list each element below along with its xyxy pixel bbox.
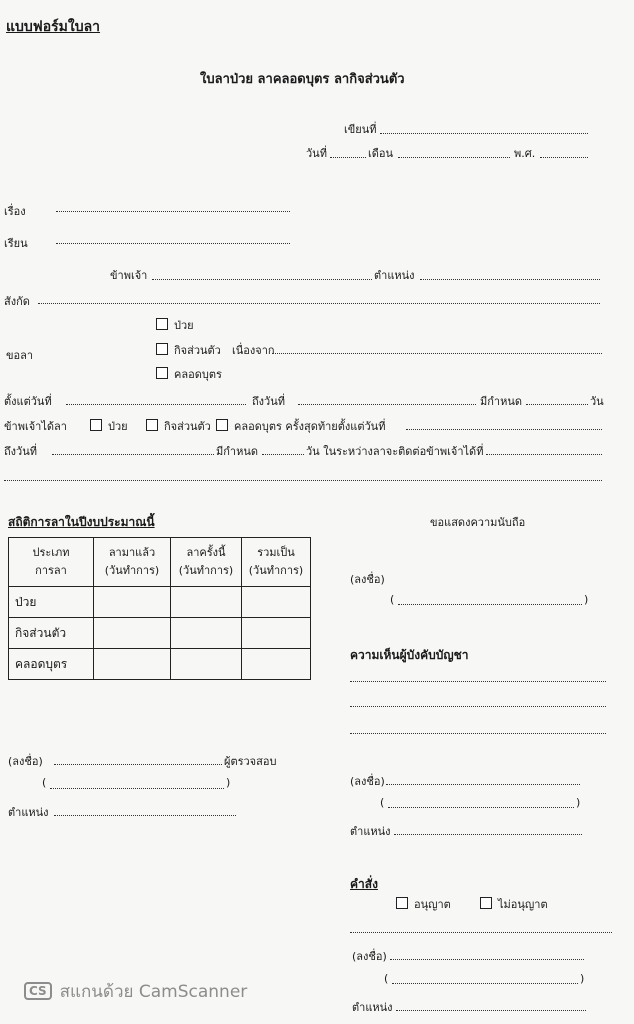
last-from-field[interactable] — [406, 429, 602, 430]
stats-title: สถิติการลาในปีงบประมาณนี้ — [8, 515, 155, 529]
from-date-field[interactable] — [66, 404, 246, 405]
checkbox-icon[interactable] — [146, 419, 158, 431]
table-cell[interactable] — [94, 618, 171, 649]
to-label: เรียน — [4, 237, 28, 250]
date-month-field[interactable] — [398, 157, 510, 158]
position-label-3: ตำแหน่ง — [8, 806, 49, 819]
option-maternity[interactable]: คลอดบุตร — [156, 365, 222, 383]
table-cell[interactable] — [171, 587, 242, 618]
date-month-label: เดือน — [368, 147, 394, 160]
date-year-label: พ.ศ. — [514, 147, 536, 160]
sign-label-2: (ลงชื่อ) — [350, 775, 385, 788]
camscanner-watermark: CS สแกนด้วย CamScanner — [24, 978, 247, 1005]
header-this-time: ลาครั้งนี้ (วันทำการ) — [171, 538, 242, 587]
total2-label: มีกำหนด — [216, 445, 259, 458]
camscanner-logo-icon: CS — [24, 982, 52, 1000]
supervisor-name-field[interactable] — [388, 807, 574, 808]
prev-option-maternity[interactable]: คลอดบุตร ครั้งสุดท้ายตั้งแต่วันที่ — [216, 417, 385, 435]
table-cell[interactable] — [171, 649, 242, 680]
subject-field[interactable] — [56, 211, 290, 212]
form-title: แบบฟอร์มใบลา — [6, 19, 101, 35]
written-at-field[interactable] — [380, 133, 588, 134]
opinion-line-1[interactable] — [350, 681, 606, 682]
affiliation-label: สังกัด — [4, 295, 30, 308]
days-label: วัน — [590, 395, 604, 408]
inspector-position-field[interactable] — [54, 815, 236, 816]
to-date2-field[interactable] — [52, 454, 214, 455]
sign-label-3: (ลงชื่อ) — [8, 755, 43, 768]
sign-label-1: (ลงชื่อ) — [350, 573, 385, 586]
option-approve[interactable]: อนุญาต — [396, 895, 451, 913]
sign-label-4: (ลงชื่อ) — [352, 950, 387, 963]
opinion-line-2[interactable] — [350, 706, 606, 707]
position-label: ตำแหน่ง — [374, 269, 415, 282]
table-cell[interactable] — [242, 649, 311, 680]
row-label: กิจส่วนตัว — [9, 618, 94, 649]
supervisor-sign-field[interactable] — [386, 784, 580, 785]
checkbox-icon[interactable] — [480, 897, 492, 909]
option-sick[interactable]: ป่วย — [156, 316, 194, 334]
have-taken-label: ข้าพเจ้าได้ลา — [4, 420, 67, 433]
to-date-field[interactable] — [298, 404, 476, 405]
checkbox-icon[interactable] — [216, 419, 228, 431]
contact-field[interactable] — [486, 454, 602, 455]
date-year-field[interactable] — [540, 157, 588, 158]
prev-option-personal[interactable]: กิจส่วนตัว — [146, 417, 211, 435]
checkbox-icon[interactable] — [156, 318, 168, 330]
written-at-label: เขียนที่ — [344, 123, 377, 136]
checkbox-icon[interactable] — [90, 419, 102, 431]
table-cell[interactable] — [171, 618, 242, 649]
opinion-line-3[interactable] — [350, 733, 606, 734]
i-am-label: ข้าพเจ้า — [110, 269, 148, 282]
header-taken: ลามาแล้ว (วันทำการ) — [94, 538, 171, 587]
total-label: มีกำหนด — [480, 395, 523, 408]
to-date2-label: ถึงวันที่ — [4, 445, 37, 458]
contact-field-line2[interactable] — [4, 480, 602, 481]
table-cell[interactable] — [242, 587, 311, 618]
open-paren: ( — [384, 972, 389, 985]
supervisor-opinion-label: ความเห็นผู้บังคับบัญชา — [350, 648, 469, 662]
subject-label: เรื่อง — [4, 205, 26, 218]
order-name-field[interactable] — [392, 983, 578, 984]
signer-name-field[interactable] — [398, 604, 582, 605]
position-label-4: ตำแหน่ง — [352, 1001, 393, 1014]
open-paren: ( — [380, 796, 385, 809]
affiliation-field[interactable] — [38, 303, 600, 304]
table-row — [9, 649, 311, 680]
open-paren: ( — [390, 593, 395, 606]
table-cell[interactable] — [94, 649, 171, 680]
position-field[interactable] — [420, 279, 600, 280]
header-type: ประเภท การลา — [9, 538, 94, 587]
close-paren: ) — [226, 776, 231, 789]
open-paren: ( — [42, 776, 47, 789]
date-day-label: วันที่ — [306, 147, 327, 160]
to-date-label: ถึงวันที่ — [252, 395, 285, 408]
order-sign-field[interactable] — [390, 959, 584, 960]
inspector-name-field[interactable] — [50, 788, 224, 789]
inspector-sign-field[interactable] — [54, 764, 222, 765]
table-cell[interactable] — [94, 587, 171, 618]
prev-option-sick[interactable]: ป่วย — [90, 417, 128, 435]
name-field[interactable] — [152, 279, 372, 280]
supervisor-position-field[interactable] — [394, 834, 582, 835]
total-field[interactable] — [526, 404, 588, 405]
stats-table — [8, 537, 311, 680]
close-paren: ) — [584, 593, 589, 606]
checkbox-icon[interactable] — [156, 367, 168, 379]
inspector-label: ผู้ตรวจสอบ — [224, 755, 277, 768]
close-paren: ) — [576, 796, 581, 809]
request-label: ขอลา — [6, 349, 34, 362]
order-position-field[interactable] — [396, 1010, 586, 1011]
date-day-field[interactable] — [330, 157, 366, 158]
table-cell[interactable] — [242, 618, 311, 649]
table-row — [9, 618, 311, 649]
option-not-approve[interactable]: ไม่อนุญาต — [480, 895, 548, 913]
option-personal[interactable]: กิจส่วนตัว — [156, 341, 221, 359]
reason-field[interactable] — [272, 353, 602, 354]
header-total: รวมเป็น (วันทำการ) — [242, 538, 311, 587]
because-label: เนื่องจาก — [232, 344, 275, 357]
from-date-label: ตั้งแต่วันที่ — [4, 395, 52, 408]
checkbox-icon[interactable] — [156, 343, 168, 355]
total2-field[interactable] — [262, 454, 304, 455]
position-label-2: ตำแหน่ง — [350, 825, 391, 838]
close-paren: ) — [580, 972, 585, 985]
order-note-field[interactable] — [350, 932, 612, 933]
row-label: คลอดบุตร — [9, 649, 94, 680]
contact-label: วัน ในระหว่างลาจะติดต่อข้าพเจ้าได้ที่ — [306, 445, 484, 458]
order-label: คำสั่ง — [350, 877, 378, 891]
checkbox-icon[interactable] — [396, 897, 408, 909]
respect-label: ขอแสดงความนับถือ — [430, 516, 526, 529]
row-label: ป่วย — [9, 587, 94, 618]
to-field[interactable] — [56, 243, 290, 244]
document-title: ใบลาป่วย ลาคลอดบุตร ลากิจส่วนตัว — [200, 72, 405, 87]
table-row — [9, 587, 311, 618]
